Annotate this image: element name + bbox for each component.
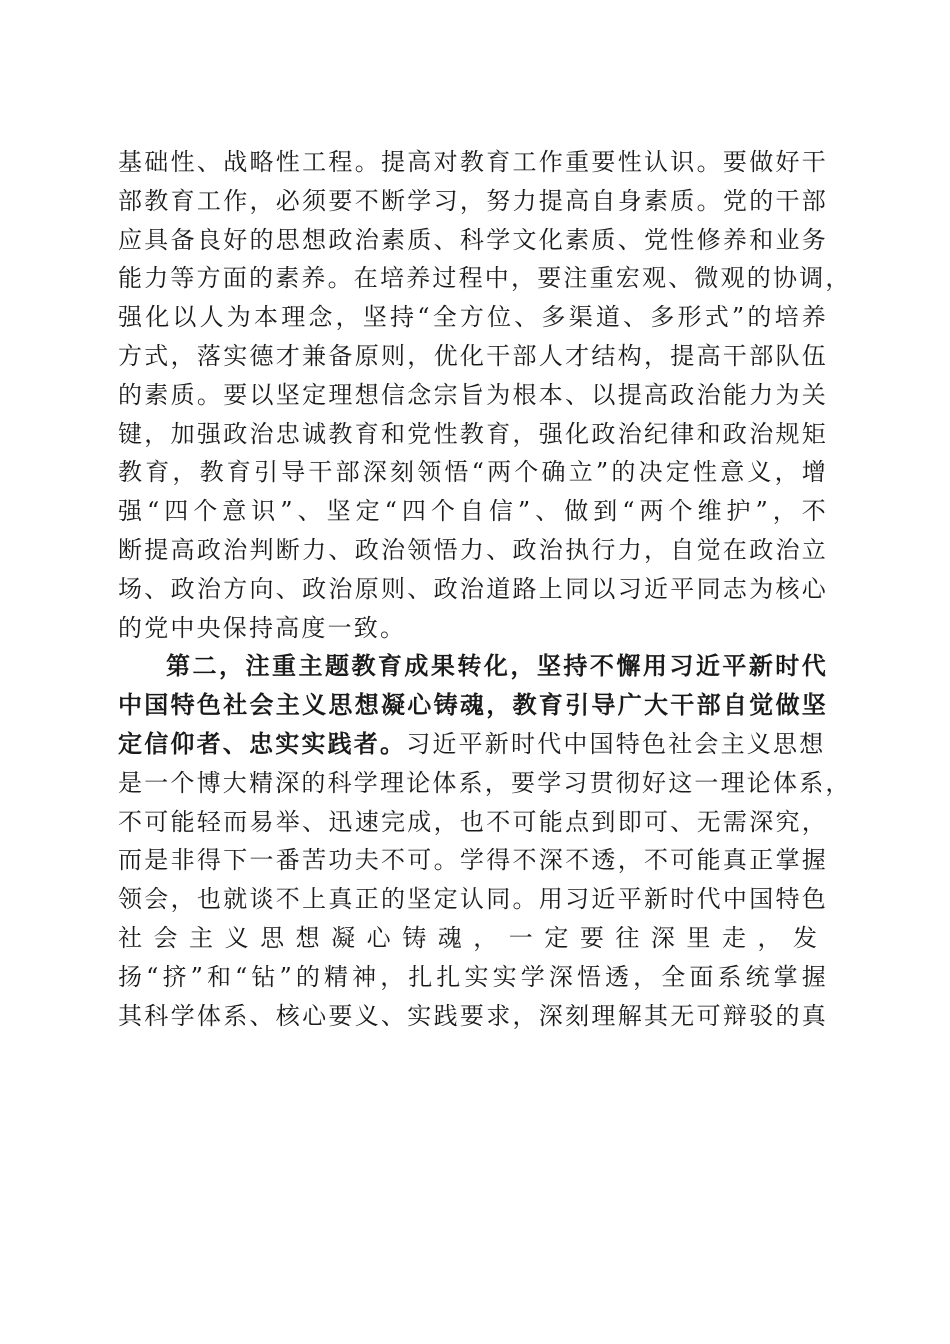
text-line: 方式，落实德才兼备原则，优化干部人才结构，提高干部队伍 <box>118 341 828 370</box>
paragraph-1 <box>118 143 852 647</box>
paragraph-heading-end: 定信仰者、忠实实践者。 <box>118 728 407 758</box>
text-line: 领会，也就谈不上真正的坚定认同。用习近平新时代中国特色 <box>118 885 828 914</box>
text-line: 应具备良好的思想政治素质、科学文化素质、党性修养和业务 <box>118 225 828 254</box>
text-line: 的素质。要以坚定理想信念宗旨为根本、以提高政治能力为关 <box>118 380 828 409</box>
document-body <box>118 143 852 1035</box>
text-line: 而是非得下一番苦功夫不可。学得不深不透，不可能真正掌握 <box>118 846 828 875</box>
text-line <box>118 725 828 764</box>
text-line: 是一个博大精深的科学理论体系，要学习贯彻好这一理论体系， <box>118 768 852 797</box>
text-line: 扬“挤”和“钻”的精神，扎扎实实学深悟透，全面系统掌握 <box>118 962 828 991</box>
text-line: 键，加强政治忠诚教育和党性教育，强化政治纪律和政治规矩 <box>118 419 828 448</box>
paragraph-heading-line: 第二，注重主题教育成果转化，坚持不懈用习近平新时代 <box>166 651 828 681</box>
text-line: 断提高政治判断力、政治领悟力、政治执行力，自觉在政治立 <box>118 535 828 564</box>
text-line: 不可能轻而易举、迅速完成，也不可能点到即可、无需深究， <box>118 807 828 836</box>
paragraph-2 <box>118 647 852 1035</box>
text-line: 其科学体系、核心要义、实践要求，深刻理解其无可辩驳的真 <box>118 1001 828 1030</box>
paragraph-body-start: 习近平新时代中国特色社会主义思想 <box>406 729 826 758</box>
paragraph-heading-line: 中国特色社会主义思想凝心铸魂，教育引导广大干部自觉做坚 <box>118 690 828 720</box>
text-line: 部教育工作，必须要不断学习，努力提高自身素质。党的干部 <box>118 186 828 215</box>
text-line: 能力等方面的素养。在培养过程中，要注重宏观、微观的协调， <box>118 264 852 293</box>
text-line: 场、政治方向、政治原则、政治道路上同以习近平同志为核心 <box>118 574 828 603</box>
text-line: 教育，教育引导干部深刻领悟“两个确立”的决定性意义，增 <box>118 458 828 487</box>
text-line: 社会主义思想凝心铸魂，一定要往深里走，发 <box>118 923 828 952</box>
text-line: 强化以人为本理念，坚持“全方位、多渠道、多形式”的培养 <box>118 303 828 332</box>
text-line: 基础性、战略性工程。提高对教育工作重要性认识。要做好干 <box>118 148 828 176</box>
text-line: 的党中央保持高度一致。 <box>118 613 407 642</box>
text-line: 强“四个意识”、坚定“四个自信”、做到“两个维护”，不 <box>118 497 828 526</box>
